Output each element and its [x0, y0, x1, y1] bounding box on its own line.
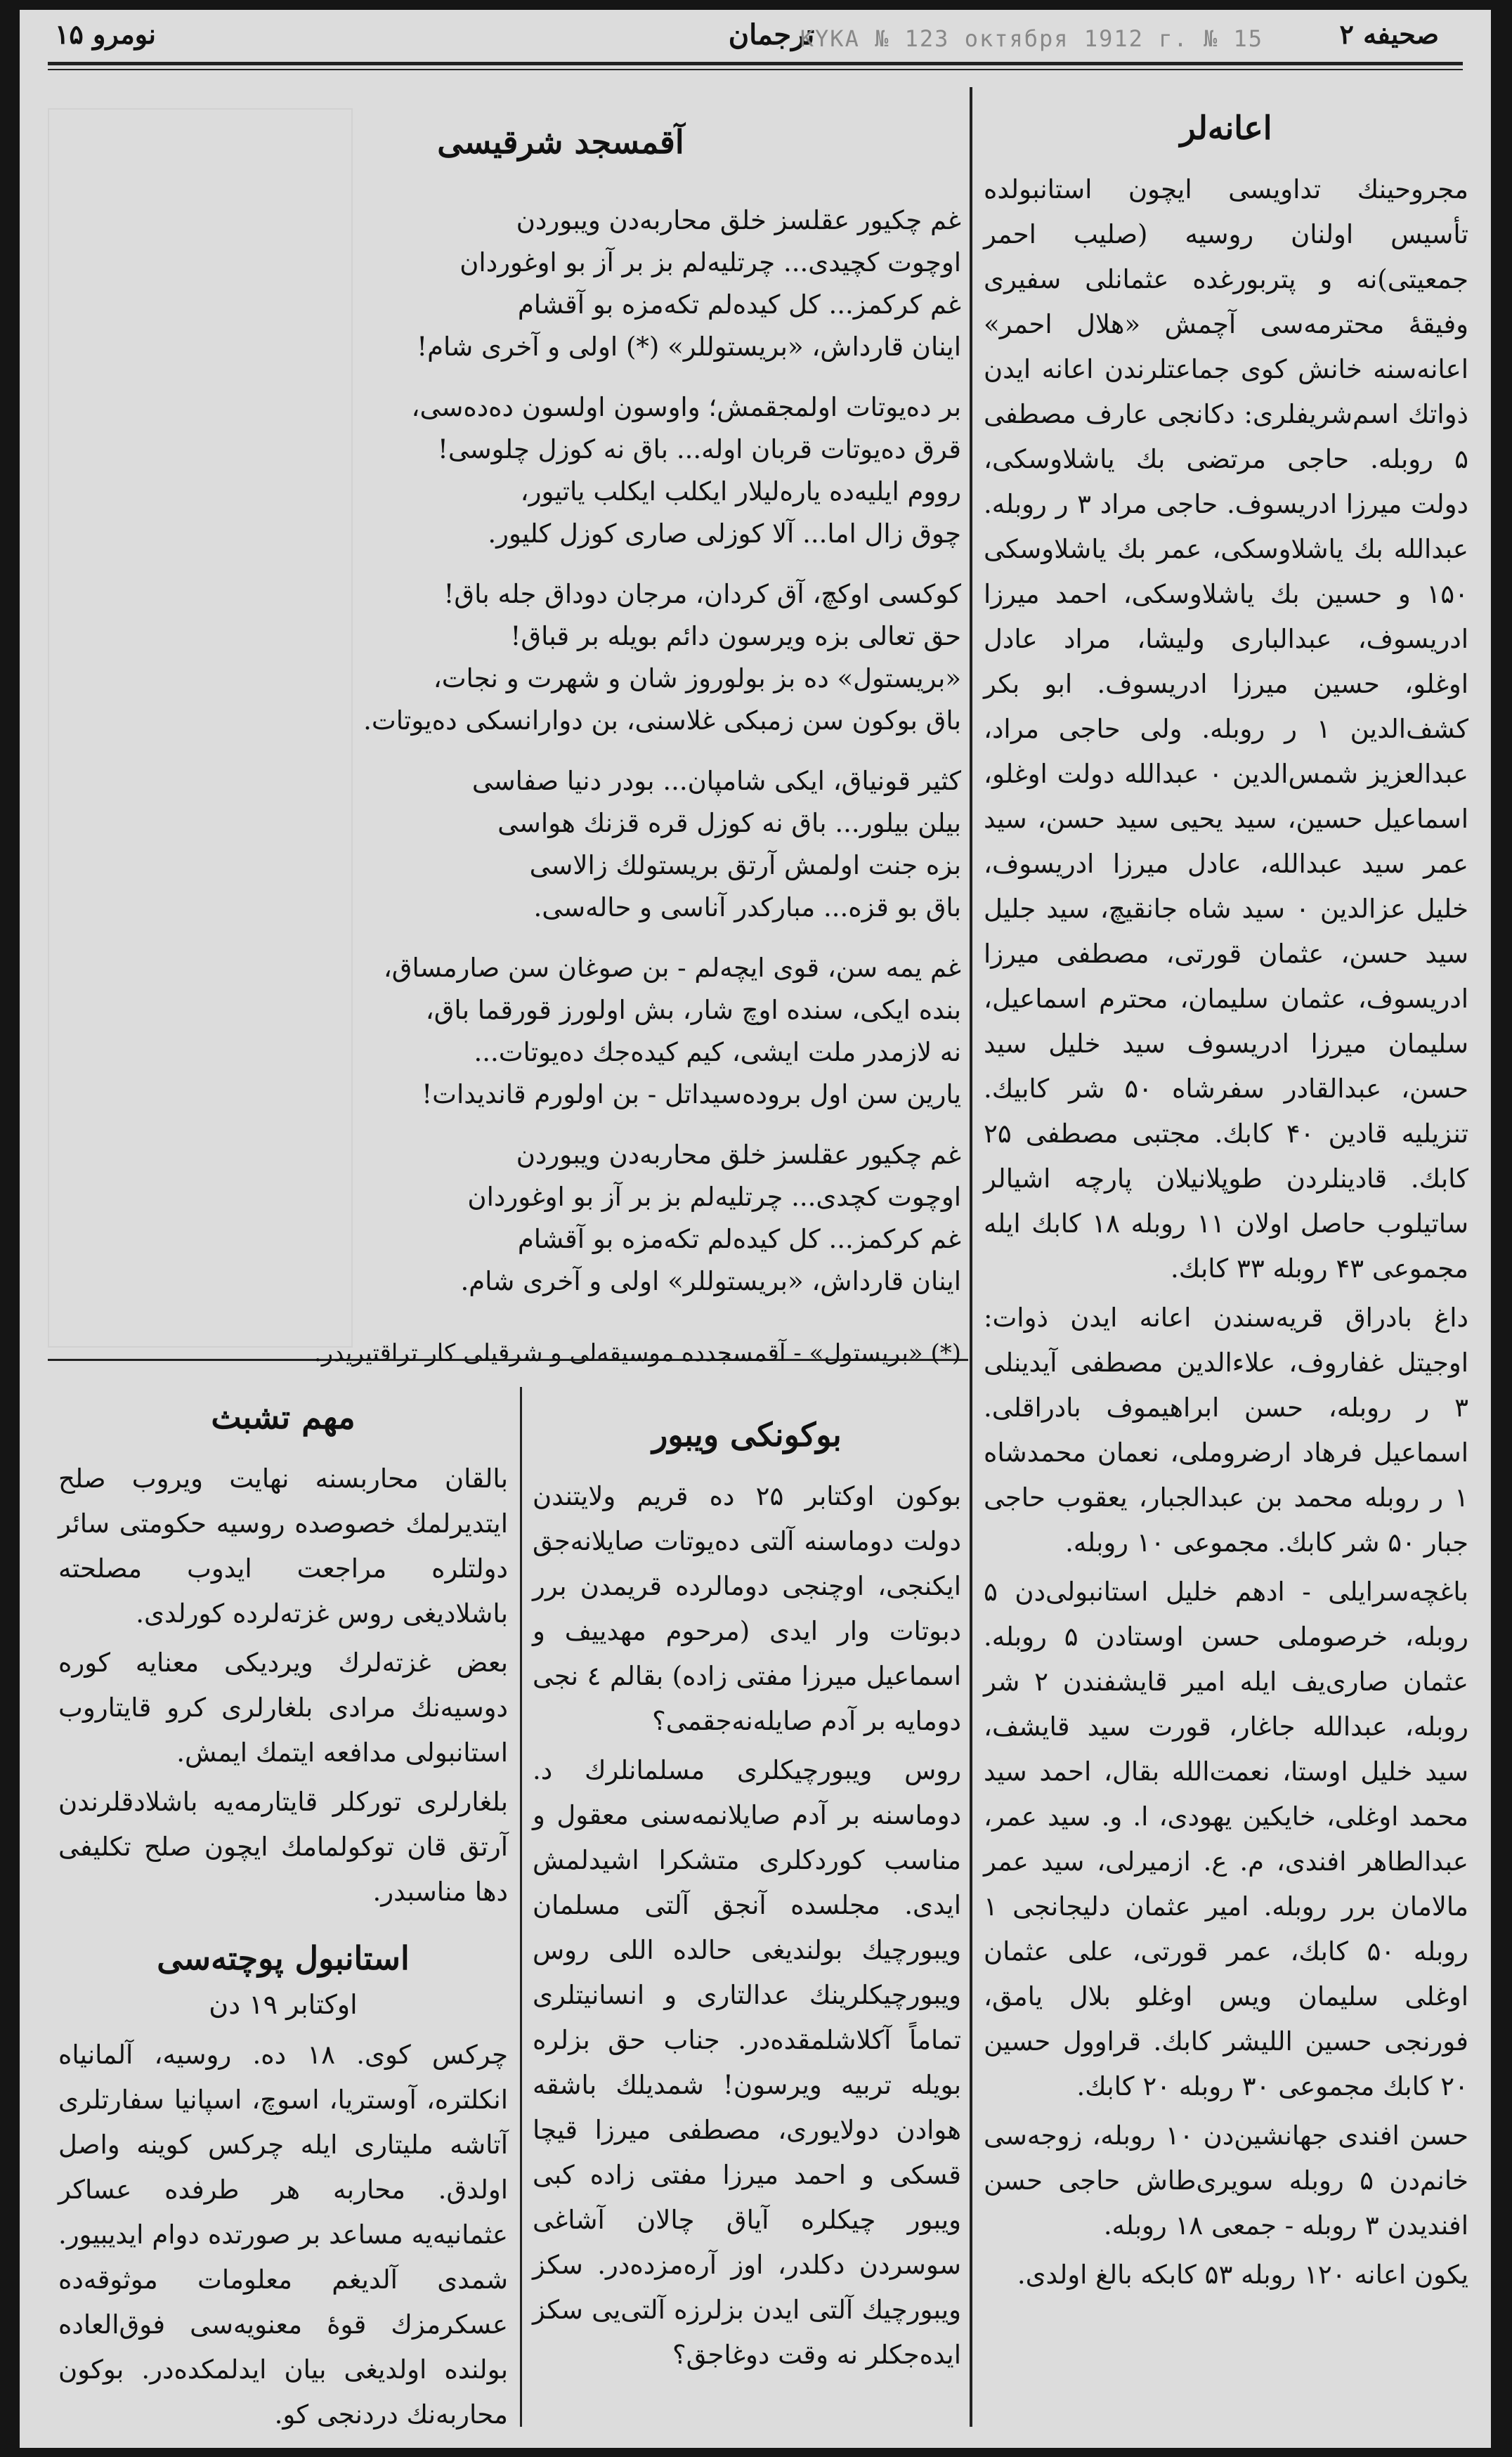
- poem-stanza: [357, 386, 961, 555]
- poem-line: کوکسی اوکچ، آق کردان، مرجان دوداق جله باق!: [443, 579, 961, 609]
- poem-line: یارین سن اول بروده‌سیداتل - بن اولورم قاندیدات!: [422, 1079, 961, 1109]
- poem-line: قرق ده‌یوتات قربان اوله... باق نه کوزل چلوسی!: [437, 434, 961, 464]
- poem-line: غم چکیور عقلسز خلق محاربه‌دن ویبوردن: [516, 205, 961, 235]
- istanbul-paragraph: چرکس کوی. ۱۸ ده. روسیه، آلمانیاه انکلتره، آوستریا، اسوچ، اسپانیا سفارتلری آتاشه ملیتاری ایله چرکس کوینه واصل او‌لدق. محاربه هر طرفده عساکر عثمانیه‌یه مساعد بر صورتده دوام ایدیبیور. شمدی آلدیغم معلومات موثوقه‌ده عسکرمزك قوهٔ معنویه‌سی فوق‌العاده بولنده اولدیغی بیان ایدلمکده‌در. بوکون محاربه‌نك دردنجی کو.: [58, 2040, 508, 2430]
- poem-line: چوق زال اما... آلا کوزلی صاری کوزل کلیور.: [488, 519, 961, 549]
- masthead-title: ترجمان: [728, 18, 815, 51]
- poem-line: غم کرکمز... کل کیده‌لم تکه‌مزه بو آقشام: [517, 1224, 961, 1254]
- issue-number: نومرو ۱۵: [55, 18, 156, 50]
- masthead-rule: [48, 62, 1463, 65]
- election-paragraph: بوکون اوکتابر ۲۵ ده قریم ولایتندن دولت دوماسنه آلتی ده‌یوتات صایلانه‌جق ایکنجی، اوچنجی دومالرده قریمدن برر دبوتات وار ایدی (مرحوم مهدییف و اسماعیل میرزا مفتی زاده) بقالم ٤ نجی دومایه بر آدم صایله‌نه‌جقمی؟: [533, 1481, 961, 1736]
- donations-column: [984, 101, 1468, 2302]
- election-column: [533, 1408, 961, 2382]
- donations-paragraph: باغچه‌سرایلی - ادهم خلیل استانبولی‌دن ۵ روبله، خرصوملی حسن اوستادن ۵ روبله. عثمان صاری‌یف ایله امیر قایشفندن ۲ شر روبله، عبدالله جاغار، قورت سید قایشف، سید خلیل اوستا، نعمت‌الله بقال، احمد سید محمد اوغلی، خایکین یهودی، ا. و. سید عمر، عبدالطاهر افندی، م. ع. ازمیرلی، سید عمر مالامان برر روبله. امیر عثمان دلیجانجی ۱ روبله ۵۰ کابك، عمر قورتی، علی عثمان اوغلی سلیمان ویس اوغلو بلال یامق، فورنجی حسین اللیشر کابك. قراوول حسین ۲۰ کابك مجموعی ۳۰ روبله ۲۰ کابك.: [984, 1577, 1468, 2101]
- poem-line: غم چکیور عقلسز خلق محاربه‌دن ویبوردن: [516, 1140, 961, 1170]
- important-paragraph: بعض غزته‌لرك ویردیکی معنایه کوره دو‌سیه‌نك مرادی بلغارلری کرو قایتاروب استا‌نبولی مدافعه ایتمك ایمش.: [58, 1648, 508, 1768]
- poem-line: اینان قارداش، «بریستوللر» (*) اولی و آخری شام!: [417, 332, 961, 362]
- bleed-through-text: KYKA № 123 октября 1912 г. № 15: [800, 25, 1263, 52]
- poem-stanza: [357, 200, 961, 368]
- left-news-column: [58, 1390, 508, 2442]
- poem-line: نه لازمدر ملت ایشی، کیم کیده‌جك ده‌یوتات...: [474, 1037, 961, 1067]
- poem-line: بیلن بیلور... باق نه کوزل قره قزنك هواسی: [497, 808, 961, 838]
- column-rule-right: [970, 87, 972, 2427]
- poem-line: اوچوت کچدی... چرتلیه‌لم بز بر آز بو اوغوردان: [467, 1182, 961, 1212]
- poem-line: باق بوکون سن زمبکی غلاسنی، بن دوارانسکی ده‌یوتات.: [363, 705, 961, 736]
- istanbul-title: استانبول پوچته‌سی: [157, 1939, 410, 1977]
- poem-line: اینان قارداش، «بریستوللر» اولی و آخری شام.: [460, 1266, 961, 1296]
- poem-line: غم یمه سن، قوی ایچه‌لم - بن صوغان سن صارمساق،: [383, 953, 961, 983]
- column-rule-middle: [520, 1387, 522, 2427]
- poem-title: آقمسجد شرقیسی: [437, 123, 684, 161]
- poem-line: اوچوت کچیدی... چرتلیه‌لم بز بر آز بو اوغوردان: [460, 247, 961, 278]
- poem-line: کثیر قونیاق، ایکی شامپان... بودر دنیا صفاسی: [471, 766, 961, 796]
- poem-line: رووم ایلیه‌ده یاره‌لیلار ایکلب ایکلب یاتیور،: [520, 476, 961, 507]
- poem-stanza: [357, 573, 961, 742]
- poem-line: بنده ایکی، سنده اوچ شار، بش اولورز قورقما باق،: [425, 995, 961, 1025]
- page-number: صحیفه ۲: [1339, 18, 1439, 50]
- poem-line: بر ده‌یوتات اولمجقمش؛ واوسون اولسون ده‌ده‌سی،: [411, 392, 961, 422]
- donations-paragraph: حسن افندی جهانشین‌دن ۱۰ روبله، زوجه‌سی خانم‌دن ۵ روبله سویری‌طاش حاجی حسن افندیدن ۳ روبله - جمعی ۱۸ روبله.: [984, 2120, 1469, 2241]
- bleed-through-frame: [48, 108, 353, 1348]
- poem-line: غم کرکمز... کل کیده‌لم تکه‌مزه بو آقشام: [517, 289, 961, 320]
- donations-total: یکون اعانه ۱۲۰ روبله ۵۳ کابکه بالغ اولدی.: [1017, 2260, 1468, 2290]
- important-title: مهم تشبث: [211, 1398, 356, 1436]
- important-paragraph: بلغارلری تورکلر قایتارمه‌یه باشلادقلرندن آرتق قان توکولمامك ایچون صلح تکلیفی دها مناسبدر.: [58, 1787, 508, 1907]
- istanbul-date: اوکتابر ۱۹ دن: [209, 1989, 358, 2020]
- election-title: بوکونکی ویبور: [652, 1416, 842, 1454]
- poem-line: بزه جنت اولمش آرتق بریستولك زالاسی: [529, 850, 961, 880]
- newspaper-page: [20, 10, 1491, 2448]
- important-paragraph: بالقان محاربسنه نهایت ویروب صلح ایتدیرلمك خصوصده روسیه حکومتی سائر دولتلره مراجعت ایدوب مصلحته باشلادیغی روس غزته‌لرده کورلدی.: [58, 1464, 508, 1629]
- masthead-rule-thin: [48, 69, 1463, 70]
- poem-stanza: [357, 760, 961, 929]
- election-paragraph: روس ویبورچیکلری مسلمانلرك د. دوماسنه بر آدم صایلانمه‌سنی معقول و مناسب کوردکلری متشکرا اشیدلمش ایدی. مجلسده آنجق آلتی مسلمان ویبورچیك بولندیغی حالده اللی روس ویبورچیکلرینك عدالتاری و انسانیتلری تماماً آکلاشلمقده‌در. جناب حق بزلره بویله تربیه ویرسون! شمدیلك باشقه هوادن دولایوری، مصطفی میرزا قیچا قسکی و احمد میرزا مفتی زاده کبی ویبور چیکلره آیاق چالان آشاغی سوسردن دکلدر، اوز آره‌مزده‌در. سکز ویبورچیك آلتی ایدن بزلرزه آلتی‌یی سکز ایده‌جکلر نه وقت دوغاجق؟: [533, 1755, 961, 2370]
- donations-paragraph: مجروحینك تداویسی ایچون استانبولده تأسیس اولنان روسیه (صلیب احمر جمعیتی)نه و پتربورغده عثمانلی سفیری وفیقهٔ محترمه‌سی آچمش «هلال احمر» اعانه‌سنه خانش کوی جماعتلرندن اعانه ایدن ذواتك اسم‌شریفلری: دکانجی عارف مصطفی ۵ روبله. حاجی مرتضی بك یاشلاوسکی، دولت میرزا ادریسوف. حاجی مراد ۳ ر روبله. عبدالله بك یاشلا‌وسکی، عمر بك یاشلاوسکی ۱۵۰ و حسین بك یاشلاوسکی، احمد میرزا ادریسوف، عبدالباری ولیشا، مراد عادل اوغلو، حسین میرزا ادر‌یسوف. ابو بکر کشف‌الدین ۱ ر روبله. ولی حاجی مراد، عبدالعزیز شمس‌الدین ۰ عبدالله دولت اوغلو، اسماعیل حسین، سید یحیی سید حسن، سید عمر سید عبدالله، عادل میرزا ادریسوف، خلیل عزالدین ۰ سید شاه جانقیچ، سید جلیل سید حسن، عثمان قورتی، مصطفی میرزا ادریسوف، عثمان سلیمان، محترم اسماعیل، سلیمان میرزا ادریسوف سید خلیل سید حسن، عبدالقادر سفرشاه ۵۰ شر کابیك. تنزیلیه قادین ۴۰ کابك. مجتبی مصطفی ۲۵ کابك. قادینلردن طوپلانیلان پارچه اشیالر ساتیلوب حاصل اولان ۱۱ روبله ۱۸ کابك ایله مجموعی ۴۳ روبله ۳۳ کابك.: [984, 174, 1468, 1284]
- poem-stanza: [357, 947, 961, 1116]
- poem-line: «بریستول» ده بز بولوروز شان و شهرت و نجات،: [433, 663, 961, 693]
- poem-line: باق بو قزه... مبارکدر آناسی و حاله‌سی.: [533, 892, 961, 923]
- poem-stanza: [357, 1134, 961, 1303]
- donations-paragraph: داغ بادراق قریه‌سندن اعانه ایدن ذوات: اوجیتل غفاروف، علاءالدین مصطفی آیدینلی ۳ ر روبله، حسن ابراهیموف بادراقلی. اسماعیل فرهاد ارضروملی، نعمان محمدشاه ۱ ر روبله محمد بن عبدالجبار، یعقوب حاجی جبار ۵۰ شر کابك. مجموعی ۱۰ روبله.: [984, 1303, 1468, 1558]
- poem-footnote: (*) «بریستول» - آقمسجدده موسیقه‌لی و شرقیلی کار تراقتیریدر.: [313, 1339, 961, 1367]
- poem-line: حق تعالی بزه ویرسون دائم بویله بر قباق!: [510, 621, 961, 651]
- donations-title: اعانه‌لر: [1180, 109, 1272, 147]
- poem-body: [357, 200, 961, 1303]
